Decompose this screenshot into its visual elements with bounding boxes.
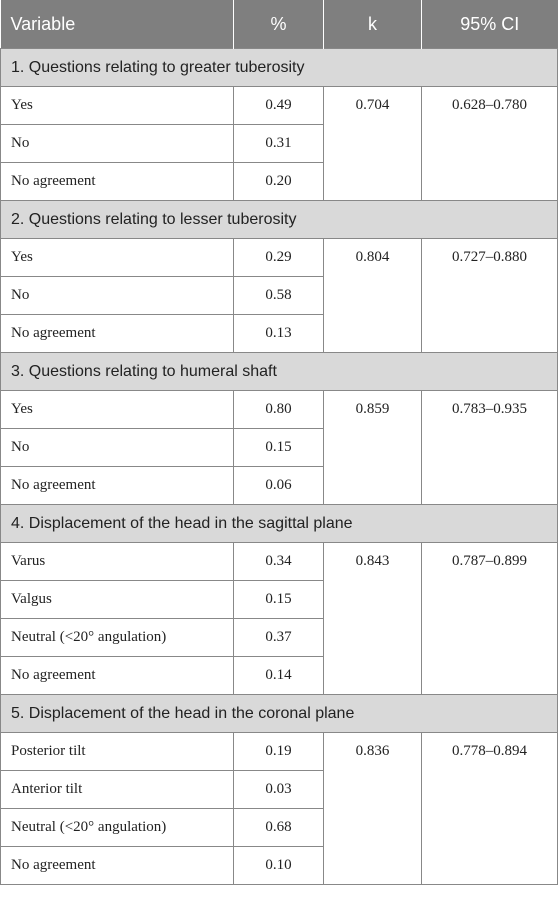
row-label: No agreement [1, 657, 234, 695]
row-percent: 0.80 [234, 391, 324, 429]
row-percent: 0.49 [234, 87, 324, 125]
section-kappa: 0.859 [324, 391, 422, 505]
table-row [1, 391, 558, 429]
table-row [1, 733, 558, 771]
row-percent: 0.58 [234, 277, 324, 315]
row-percent: 0.10 [234, 847, 324, 885]
row-label: No agreement [1, 467, 234, 505]
header-variable: Variable [1, 0, 234, 49]
row-percent: 0.15 [234, 429, 324, 467]
section-ci: 0.787–0.899 [422, 543, 558, 695]
row-percent: 0.34 [234, 543, 324, 581]
row-percent: 0.37 [234, 619, 324, 657]
table-row [1, 87, 558, 125]
section-header-row [1, 695, 558, 733]
row-percent: 0.68 [234, 809, 324, 847]
section-kappa: 0.836 [324, 733, 422, 885]
section-header-row [1, 505, 558, 543]
section-title: 5. Displacement of the head in the coronal plane [1, 695, 558, 733]
section-title: 3. Questions relating to humeral shaft [1, 353, 558, 391]
row-percent: 0.15 [234, 581, 324, 619]
section-title: 4. Displacement of the head in the sagittal plane [1, 505, 558, 543]
section-title: 2. Questions relating to lesser tuberosity [1, 201, 558, 239]
row-label: No [1, 429, 234, 467]
row-label: No agreement [1, 315, 234, 353]
section-ci: 0.628–0.780 [422, 87, 558, 201]
section-ci: 0.727–0.880 [422, 239, 558, 353]
row-label: No agreement [1, 847, 234, 885]
row-percent: 0.29 [234, 239, 324, 277]
section-kappa: 0.843 [324, 543, 422, 695]
section-kappa: 0.804 [324, 239, 422, 353]
row-label: Neutral (<20° angulation) [1, 809, 234, 847]
row-percent: 0.14 [234, 657, 324, 695]
row-label: No [1, 125, 234, 163]
section-ci: 0.778–0.894 [422, 733, 558, 885]
table-body [1, 49, 558, 885]
section-kappa: 0.704 [324, 87, 422, 201]
row-percent: 0.19 [234, 733, 324, 771]
header-percent: % [234, 0, 324, 49]
row-label: Yes [1, 87, 234, 125]
section-header-row [1, 353, 558, 391]
section-header-row [1, 201, 558, 239]
row-label: No agreement [1, 163, 234, 201]
row-label: Posterior tilt [1, 733, 234, 771]
table-row [1, 239, 558, 277]
header-ci: 95% CI [422, 0, 558, 49]
row-label: Valgus [1, 581, 234, 619]
row-percent: 0.06 [234, 467, 324, 505]
table-row [1, 543, 558, 581]
row-percent: 0.20 [234, 163, 324, 201]
row-label: Varus [1, 543, 234, 581]
section-title: 1. Questions relating to greater tuberosity [1, 49, 558, 87]
header-kappa: k [324, 0, 422, 49]
row-label: Anterior tilt [1, 771, 234, 809]
header-row [1, 0, 558, 49]
row-label: No [1, 277, 234, 315]
row-label: Yes [1, 391, 234, 429]
row-label: Neutral (<20° angulation) [1, 619, 234, 657]
section-ci: 0.783–0.935 [422, 391, 558, 505]
row-percent: 0.03 [234, 771, 324, 809]
row-percent: 0.13 [234, 315, 324, 353]
row-percent: 0.31 [234, 125, 324, 163]
section-header-row [1, 49, 558, 87]
row-label: Yes [1, 239, 234, 277]
